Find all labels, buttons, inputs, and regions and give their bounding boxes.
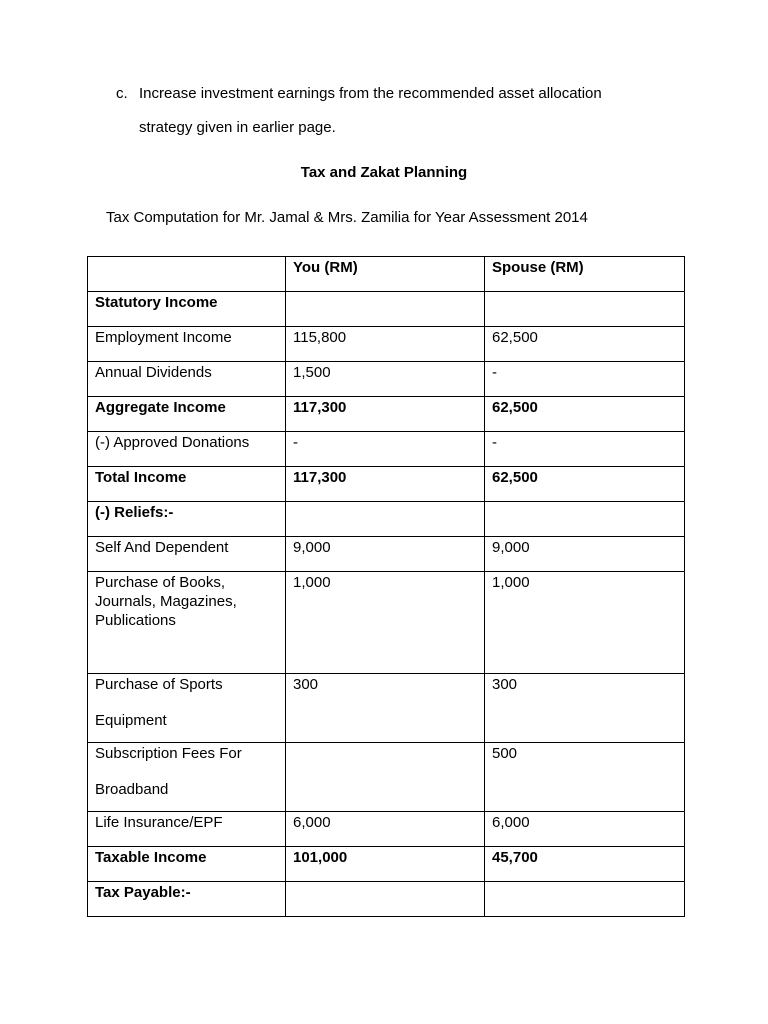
row-label: Taxable Income (88, 847, 286, 882)
cell-spouse: 9,000 (485, 537, 685, 572)
cell-you: 1,000 (286, 572, 485, 674)
cell-you: 101,000 (286, 847, 485, 882)
table-header-row (88, 257, 685, 292)
table-row (88, 467, 685, 502)
cell-spouse: 62,500 (485, 327, 685, 362)
cell-you: 300 (286, 674, 485, 743)
cell-you (286, 882, 485, 917)
cell-spouse (485, 502, 685, 537)
row-label: Purchase of Books, Journals, Magazines, Publications (88, 572, 286, 674)
cell-you: - (286, 432, 485, 467)
list-item-text-line1: Increase investment earnings from the recommended asset allocation (139, 85, 602, 102)
row-label: Aggregate Income (88, 397, 286, 432)
row-label: Statutory Income (88, 292, 286, 327)
list-item-text-line2: strategy given in earlier page. (139, 119, 336, 136)
cell-spouse: 45,700 (485, 847, 685, 882)
table-row (88, 812, 685, 847)
table-row (88, 847, 685, 882)
table-row (88, 743, 685, 812)
table-row (88, 674, 685, 743)
cell-you (286, 743, 485, 812)
header-you: You (RM) (286, 257, 485, 292)
cell-you (286, 292, 485, 327)
cell-spouse: - (485, 432, 685, 467)
cell-spouse (485, 882, 685, 917)
cell-you: 9,000 (286, 537, 485, 572)
row-label-line2: Equipment (95, 712, 167, 729)
table-row (88, 882, 685, 917)
header-spouse: Spouse (RM) (485, 257, 685, 292)
cell-spouse: 300 (485, 674, 685, 743)
row-label: Life Insurance/EPF (88, 812, 286, 847)
cell-spouse: 62,500 (485, 467, 685, 502)
cell-spouse: 6,000 (485, 812, 685, 847)
table-row (88, 537, 685, 572)
row-label (88, 743, 286, 812)
cell-you: 115,800 (286, 327, 485, 362)
table-row (88, 292, 685, 327)
cell-spouse (485, 292, 685, 327)
row-label: Employment Income (88, 327, 286, 362)
table-row (88, 397, 685, 432)
cell-you (286, 502, 485, 537)
row-label-line1: Subscription Fees For (95, 745, 242, 762)
tax-computation-table (87, 256, 685, 917)
cell-spouse: 62,500 (485, 397, 685, 432)
row-label: Total Income (88, 467, 286, 502)
cell-you: 1,500 (286, 362, 485, 397)
table-row (88, 432, 685, 467)
row-label: Tax Payable:- (88, 882, 286, 917)
cell-you: 117,300 (286, 397, 485, 432)
table-row (88, 502, 685, 537)
row-label-line2: Broadband (95, 781, 169, 798)
row-label: (-) Approved Donations (88, 432, 286, 467)
row-label (88, 674, 286, 743)
table-caption: Tax Computation for Mr. Jamal & Mrs. Zamilia for Year Assessment 2014 (106, 209, 588, 226)
section-heading: Tax and Zakat Planning (300, 164, 468, 181)
cell-spouse: 1,000 (485, 572, 685, 674)
row-label: (-) Reliefs:- (88, 502, 286, 537)
cell-you: 117,300 (286, 467, 485, 502)
table-row (88, 327, 685, 362)
table-row (88, 572, 685, 674)
table-row (88, 362, 685, 397)
cell-spouse: 500 (485, 743, 685, 812)
row-label: Self And Dependent (88, 537, 286, 572)
cell-you: 6,000 (286, 812, 485, 847)
row-label-line1: Purchase of Sports (95, 676, 223, 693)
list-marker: c. (116, 85, 128, 102)
row-label: Annual Dividends (88, 362, 286, 397)
header-label-cell (88, 257, 286, 292)
cell-spouse: - (485, 362, 685, 397)
